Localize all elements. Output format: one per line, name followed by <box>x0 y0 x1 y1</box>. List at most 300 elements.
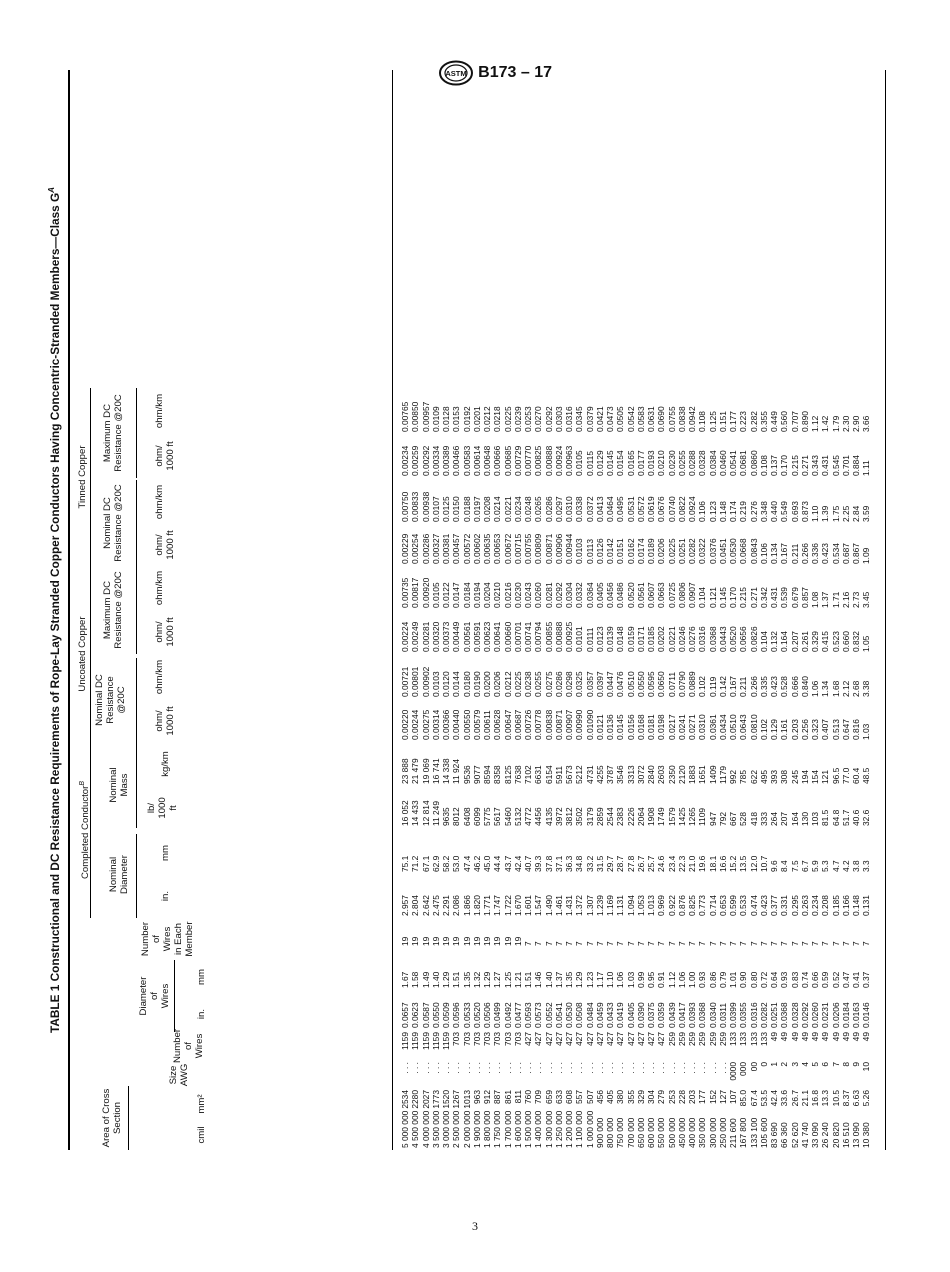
cell-awg: . . . <box>533 1062 544 1074</box>
cell-mass-lb: 5617 <box>492 807 503 826</box>
cell-u-max-km: 0.00920 <box>420 577 431 608</box>
cell-cmil: 1 750 000 <box>492 1110 503 1148</box>
cell-cmil: 5 000 000 <box>400 1110 410 1148</box>
cell-t-nom-km: 0.106 <box>697 501 708 522</box>
cell-mm2: 26.7 <box>789 1090 800 1107</box>
cell-nwires: 1159 <box>400 1032 410 1051</box>
cell-dia-mm: 1.29 <box>482 971 492 988</box>
hdr-tinned-copper: Tinned Copper <box>77 445 88 509</box>
cell-member: 19 <box>461 936 472 946</box>
cell-t-max-km: 0.0631 <box>646 406 656 432</box>
cell-t-max-km: 0.0316 <box>564 406 574 432</box>
cell-member: 19 <box>410 936 421 946</box>
cell-awg: . . . <box>687 1062 697 1074</box>
cell-t-max-ft: 0.00963 <box>564 445 574 476</box>
cell-mass-kg: 992 <box>728 770 738 784</box>
cell-t-nom-ft: 0.00755 <box>523 533 533 564</box>
cell-t-max-km: 2.30 <box>840 415 851 432</box>
cell-dia-mm: 0.66 <box>810 971 820 988</box>
cell-t-max-ft: 0.0230 <box>666 450 677 476</box>
cell-u-nom-km: 0.423 <box>769 676 779 697</box>
cell-u-nom-ft: 0.00611 <box>482 710 492 740</box>
cell-mm2: 405 <box>605 1090 615 1104</box>
cell-u-max-km: 3.45 <box>861 591 872 608</box>
cell-mm2: 177 <box>697 1090 708 1104</box>
column-uncoated-nominal-km <box>400 655 872 697</box>
cell-cmil: 500 000 <box>666 1117 677 1148</box>
cell-mass-lb: 528 <box>738 812 749 826</box>
cell-u-max-km: 2.73 <box>851 591 861 608</box>
cell-nd-mm: 67.1 <box>420 855 431 872</box>
cell-awg: 6 <box>820 1062 831 1067</box>
designation: B173 – 17 <box>478 64 552 81</box>
cell-u-nom-ft: 0.00220 <box>400 709 410 740</box>
cell-t-nom-ft: 0.00381 <box>441 533 451 564</box>
cell-member: 7 <box>830 941 841 946</box>
cell-u-nom-ft: 0.0643 <box>738 714 749 740</box>
cell-mm2: 1520 <box>441 1090 451 1109</box>
cell-nwires: 49 <box>851 1032 861 1042</box>
cell-cmil: 167 800 <box>738 1117 749 1148</box>
cell-mass-kg: 16 741 <box>430 758 441 784</box>
cell-nd-in: 0.969 <box>656 895 667 916</box>
cell-member: 7 <box>810 941 820 946</box>
cell-u-max-km: 0.0663 <box>656 582 667 608</box>
cell-t-nom-ft: 0.0322 <box>697 538 708 564</box>
cell-mass-kg: 4255 <box>594 765 605 784</box>
cell-t-nom-ft: 0.0843 <box>748 538 759 564</box>
cell-u-max-ft: 0.00281 <box>420 621 431 652</box>
cell-nwires: 427 <box>625 1032 636 1046</box>
cell-nd-mm: 62.9 <box>430 855 441 872</box>
cell-awg: . . . <box>471 1062 482 1074</box>
cell-t-max-ft: 0.0288 <box>687 450 697 476</box>
cell-t-max-ft: 0.0165 <box>625 450 636 476</box>
cell-u-max-km: 0.0486 <box>615 582 626 608</box>
cell-t-nom-ft: 0.266 <box>799 543 810 564</box>
cell-mass-kg: 9536 <box>461 765 472 784</box>
cell-t-max-km: 0.0583 <box>635 406 646 432</box>
cell-cmil: 3 500 000 <box>430 1110 441 1148</box>
cell-u-nom-ft: 0.161 <box>779 719 790 740</box>
cell-mass-kg: 9077 <box>471 765 482 784</box>
column-uncoated-max-ft <box>400 610 872 652</box>
cell-u-nom-ft: 0.323 <box>810 719 820 740</box>
cell-awg: 1 <box>769 1062 779 1067</box>
cell-u-max-km: 0.342 <box>758 587 769 608</box>
cell-u-max-ft: 0.0826 <box>748 626 759 652</box>
cell-dia-mm: 1.27 <box>492 971 503 988</box>
cell-cmil: 2 000 000 <box>461 1110 472 1148</box>
cell-t-nom-km: 0.0208 <box>482 496 492 522</box>
cell-mm2: 228 <box>676 1090 687 1104</box>
cell-t-nom-ft: 0.00286 <box>420 533 431 564</box>
cell-mass-kg: 308 <box>779 770 790 784</box>
cell-member: 7 <box>543 941 554 946</box>
cell-dia-in: 0.0292 <box>799 1002 810 1028</box>
cell-t-nom-ft: 0.00944 <box>564 533 574 564</box>
cell-mass-lb: 1265 <box>687 807 697 826</box>
cell-u-nom-ft: 0.0810 <box>748 714 759 740</box>
cell-t-max-ft: 0.701 <box>840 455 851 476</box>
cell-u-nom-ft: 0.00314 <box>430 709 441 740</box>
cell-dia-mm: 0.37 <box>861 971 872 988</box>
cell-nwires: 49 <box>840 1032 851 1042</box>
cell-cmil: 4 000 000 <box>420 1110 431 1148</box>
cell-u-max-km: 2.16 <box>840 591 851 608</box>
cell-t-max-km: 0.0505 <box>615 406 626 432</box>
cell-u-max-km: 0.00735 <box>400 577 410 608</box>
cell-t-nom-km: 0.0676 <box>656 496 667 522</box>
cell-t-nom-ft: 0.0126 <box>594 538 605 564</box>
cell-t-nom-ft: 0.134 <box>769 543 779 564</box>
cell-t-max-km: 0.0201 <box>471 406 482 432</box>
cell-t-max-ft: 0.00770 <box>523 445 533 476</box>
cell-u-max-ft: 0.0520 <box>728 626 738 652</box>
cell-awg: . . . <box>635 1062 646 1074</box>
cell-t-max-ft: 1.11 <box>861 460 872 476</box>
cell-u-max-ft: 0.0101 <box>574 626 585 652</box>
cell-dia-in: 0.0405 <box>625 1002 636 1028</box>
cell-u-nom-ft: 0.0198 <box>656 714 667 740</box>
cell-mass-kg: 96.5 <box>830 767 841 784</box>
cell-t-nom-ft: 0.0251 <box>676 538 687 564</box>
cell-member: 7 <box>564 941 574 946</box>
cell-dia-mm: 1.37 <box>553 971 564 988</box>
cell-t-nom-km: 0.693 <box>789 501 800 522</box>
cell-mass-lb: 5460 <box>502 807 513 826</box>
cell-dia-in: 0.0573 <box>533 1002 544 1028</box>
cell-u-nom-ft: 0.816 <box>851 719 861 740</box>
cell-dia-in: 0.0587 <box>420 1002 431 1028</box>
cell-nwires: 703 <box>471 1032 482 1046</box>
hdr-size-awg: Size AWG <box>168 1063 190 1087</box>
cell-mass-kg: 495 <box>758 770 769 784</box>
cell-dia-mm: 1.40 <box>543 971 554 988</box>
cell-nd-in: 1.013 <box>646 895 656 916</box>
cell-t-nom-km: 0.0214 <box>492 496 503 522</box>
cell-mass-lb: 1579 <box>666 807 677 826</box>
cell-cmil: 66 360 <box>779 1122 790 1148</box>
cell-nd-in: 1.431 <box>564 895 574 916</box>
cell-dia-in: 0.0419 <box>615 1002 626 1028</box>
cell-t-nom-ft: 0.0162 <box>625 538 636 564</box>
cell-mass-kg: 3787 <box>605 765 615 784</box>
cell-mass-kg: 245 <box>789 770 800 784</box>
cell-u-nom-km: 0.00801 <box>410 666 421 697</box>
unit-mm2: mm² <box>196 1094 207 1114</box>
cell-u-max-ft: 0.00449 <box>451 621 462 652</box>
cell-awg: . . . <box>430 1062 441 1074</box>
cell-nwires: 259 <box>676 1032 687 1046</box>
cell-u-nom-ft: 0.00838 <box>543 709 554 740</box>
cell-u-nom-km: 0.0550 <box>635 671 646 697</box>
cell-u-nom-ft: 0.00907 <box>564 709 574 740</box>
cell-member: 7 <box>769 941 779 946</box>
cell-nd-in: 1.239 <box>594 895 605 916</box>
cell-awg: . . . <box>676 1062 687 1074</box>
cell-member: 7 <box>533 941 544 946</box>
cell-t-nom-ft: 0.00871 <box>543 533 554 564</box>
hdr-number-wires: Number of Wires <box>172 1028 205 1063</box>
cell-u-max-km: 0.145 <box>717 587 728 608</box>
cell-mass-kg: 7102 <box>523 765 533 784</box>
cell-dia-in: 0.0368 <box>697 1002 708 1028</box>
cell-nwires: 259 <box>697 1032 708 1046</box>
hdr-tinned-max-res: Maximum DC Resistance @20C <box>102 394 124 472</box>
cell-t-nom-km: 0.440 <box>769 501 779 522</box>
cell-awg: . . . <box>523 1062 533 1074</box>
hdr-tinned-nominal-res: Nominal DC Resistance @20C <box>102 484 124 562</box>
cell-t-nom-km: 0.873 <box>799 501 810 522</box>
cell-u-max-km: 0.679 <box>789 587 800 608</box>
cell-t-nom-km: 0.0248 <box>523 496 533 522</box>
cell-t-max-km: 3.66 <box>861 415 872 432</box>
cell-nd-mm: 36.3 <box>564 855 574 872</box>
cell-awg: 5 <box>810 1062 820 1067</box>
cell-u-max-km: 0.857 <box>799 587 810 608</box>
cell-nwires: 427 <box>646 1032 656 1046</box>
cell-cmil: 2 500 000 <box>451 1110 462 1148</box>
cell-nwires: 427 <box>635 1032 646 1046</box>
cell-u-max-ft: 0.0246 <box>676 626 687 652</box>
unit-u-nom-ft: ohm/ 1000 ft <box>154 706 176 736</box>
cell-t-max-ft: 0.108 <box>758 455 769 476</box>
cell-nd-mm: 37.1 <box>553 855 564 872</box>
cell-mass-kg: 8358 <box>492 765 503 784</box>
cell-t-nom-km: 0.148 <box>717 501 728 522</box>
cell-u-nom-ft: 0.129 <box>769 719 779 740</box>
cell-u-max-km: 0.0147 <box>451 582 462 608</box>
cell-member: 7 <box>635 941 646 946</box>
cell-dia-mm: 1.21 <box>512 971 523 988</box>
cell-mm2: 456 <box>594 1090 605 1104</box>
cell-dia-in: 0.0316 <box>748 1002 759 1028</box>
cell-nwires: 49 <box>830 1032 841 1042</box>
cell-u-nom-km: 0.0275 <box>543 671 554 697</box>
cell-mass-kg: 3546 <box>615 765 626 784</box>
cell-member: 19 <box>502 936 513 946</box>
cell-dia-mm: 0.47 <box>840 971 851 988</box>
cell-nd-mm: 3.3 <box>861 860 872 872</box>
cell-awg: 7 <box>830 1062 841 1067</box>
cell-nd-in: 0.295 <box>789 895 800 916</box>
cell-nd-in: 0.533 <box>738 895 749 916</box>
cell-u-nom-km: 1.34 <box>820 680 831 697</box>
cell-nd-in: 1.670 <box>512 895 523 916</box>
cell-u-nom-ft: 0.01090 <box>584 709 595 740</box>
unit-dia-mm: mm <box>196 969 207 985</box>
cell-t-max-ft: 0.00334 <box>430 445 441 476</box>
cell-u-max-km: 0.0456 <box>605 582 615 608</box>
cell-mass-kg: 2120 <box>676 765 687 784</box>
cell-u-nom-km: 0.0711 <box>666 672 677 697</box>
cell-t-nom-km: 0.0221 <box>502 496 513 522</box>
cell-nd-mm: 71.2 <box>410 855 421 872</box>
cell-mass-lb: 40.6 <box>851 809 861 826</box>
cell-u-max-km: 0.0122 <box>441 582 451 608</box>
cell-dia-in: 0.0399 <box>728 1002 738 1028</box>
cell-t-max-ft: 0.884 <box>851 455 861 476</box>
cell-t-max-km: 1.79 <box>830 415 841 432</box>
cell-mm2: 10.5 <box>830 1090 841 1107</box>
cell-mass-kg: 1883 <box>687 765 697 784</box>
cell-mass-kg: 23 888 <box>400 758 410 784</box>
cell-t-nom-km: 0.00750 <box>400 491 410 522</box>
cell-nd-in: 1.820 <box>471 895 482 916</box>
cell-mass-kg: 393 <box>769 770 779 784</box>
cell-t-max-km: 0.282 <box>748 411 759 432</box>
cell-u-nom-ft: 0.0361 <box>707 714 718 740</box>
cell-t-max-km: 0.125 <box>707 411 718 432</box>
cell-cmil: 800 000 <box>605 1117 615 1148</box>
cell-awg: . . . <box>502 1062 513 1074</box>
cell-u-nom-ft: 0.00726 <box>523 709 533 740</box>
cell-t-nom-ft: 0.687 <box>840 543 851 564</box>
cell-cmil: 1 500 000 <box>523 1110 533 1148</box>
cell-dia-mm: 1.51 <box>451 971 462 988</box>
cell-mass-kg: 5212 <box>574 765 585 784</box>
cell-mm2: 16.8 <box>810 1090 820 1107</box>
cell-dia-mm: 1.58 <box>410 971 421 988</box>
cell-u-nom-ft: 0.407 <box>820 719 831 740</box>
cell-member: 19 <box>451 936 462 946</box>
cell-u-max-ft: 0.00925 <box>564 621 574 652</box>
hdr-diameter-rule <box>174 960 175 1032</box>
cell-mass-kg: 1409 <box>707 765 718 784</box>
cell-cmil: 1 300 000 <box>543 1110 554 1148</box>
cell-mm2: 329 <box>635 1090 646 1104</box>
cell-nd-in: 2.642 <box>420 895 431 916</box>
cell-mm2: 8.37 <box>840 1090 851 1107</box>
cell-nd-in: 0.377 <box>769 895 779 916</box>
cell-t-nom-ft: 0.0103 <box>574 538 585 564</box>
cell-u-max-ft: 0.00249 <box>410 621 421 652</box>
cell-nd-mm: 23.4 <box>666 855 677 872</box>
cell-dia-in: 0.0433 <box>605 1002 615 1028</box>
cell-t-nom-km: 0.0338 <box>574 496 585 522</box>
cell-mm2: 1013 <box>461 1090 472 1109</box>
cell-u-max-km: 0.0806 <box>676 582 687 608</box>
cell-u-nom-ft: 0.00871 <box>553 709 564 740</box>
cell-u-nom-km: 0.0255 <box>533 671 544 697</box>
cell-cmil: 550 000 <box>656 1117 667 1148</box>
cell-t-max-ft: 0.0129 <box>594 450 605 476</box>
cell-u-nom-ft: 0.0168 <box>635 714 646 740</box>
cell-u-max-km: 0.0194 <box>471 582 482 608</box>
cell-dia-in: 0.0484 <box>584 1002 595 1028</box>
cell-t-nom-ft: 0.106 <box>758 543 769 564</box>
cell-t-max-km: 0.707 <box>789 411 800 432</box>
cell-u-nom-km: 0.335 <box>758 676 769 697</box>
unit-dia-in: in. <box>196 1008 207 1020</box>
cell-nd-mm: 5.9 <box>810 860 820 872</box>
cell-mm2: 127 <box>717 1090 728 1104</box>
cell-mass-kg: 1651 <box>697 765 708 784</box>
cell-mass-kg: 121 <box>820 770 831 784</box>
cell-awg: . . . <box>512 1062 523 1074</box>
cell-awg: . . . <box>615 1062 626 1074</box>
cell-u-nom-ft: 0.00550 <box>461 709 472 740</box>
cell-mm2: 253 <box>666 1090 677 1104</box>
cell-t-nom-ft: 0.00327 <box>430 533 441 564</box>
cell-mm2: 557 <box>574 1090 585 1104</box>
cell-member: 7 <box>799 941 810 946</box>
cell-member: 7 <box>584 941 595 946</box>
cell-nd-mm: 6.7 <box>799 860 810 872</box>
cell-t-max-ft: 0.215 <box>789 455 800 476</box>
cell-u-max-ft: 0.00794 <box>533 621 544 652</box>
cell-u-nom-ft: 0.0181 <box>646 714 656 740</box>
cell-dia-mm: 1.29 <box>574 971 585 988</box>
cell-t-nom-km: 0.0924 <box>687 496 697 522</box>
cell-awg: . . . <box>482 1062 492 1074</box>
cell-dia-mm: 1.51 <box>523 971 533 988</box>
cell-nd-in: 2.804 <box>410 895 421 916</box>
cell-t-max-ft: 0.0105 <box>574 450 585 476</box>
cell-t-nom-ft: 0.0225 <box>666 538 677 564</box>
cell-cmil: 10 380 <box>861 1122 872 1148</box>
cell-u-max-ft: 0.0368 <box>707 626 718 652</box>
cell-dia-mm: 0.93 <box>697 971 708 988</box>
cell-awg: . . . <box>574 1062 585 1074</box>
cell-nd-in: 0.234 <box>810 895 820 916</box>
cell-t-max-ft: 0.00729 <box>512 445 523 476</box>
cell-t-nom-ft: 0.00809 <box>533 533 544 564</box>
cell-t-max-ft: 0.0177 <box>635 450 646 476</box>
cell-u-nom-km: 0.528 <box>779 676 790 697</box>
cell-dia-mm: 1.06 <box>676 971 687 988</box>
cell-mass-kg: 8125 <box>502 765 513 784</box>
cell-awg: . . . <box>605 1062 615 1074</box>
cell-mm2: 507 <box>584 1090 595 1104</box>
cell-awg: . . . <box>584 1062 595 1074</box>
cell-dia-mm: 0.83 <box>789 971 800 988</box>
cell-member: 7 <box>707 941 718 946</box>
cell-mm2: 279 <box>656 1090 667 1104</box>
cell-u-max-ft: 0.0656 <box>738 626 749 652</box>
cell-u-nom-km: 0.211 <box>738 676 749 697</box>
cell-t-nom-ft: 0.0174 <box>635 538 646 564</box>
cell-t-max-ft: 0.343 <box>810 455 820 476</box>
cell-t-nom-ft: 1.09 <box>861 547 872 564</box>
cell-u-nom-km: 0.0397 <box>594 671 605 697</box>
cell-member: 7 <box>758 941 769 946</box>
cell-u-nom-ft: 1.03 <box>861 723 872 740</box>
cell-cmil: 133 100 <box>748 1117 759 1148</box>
cell-t-max-km: 0.0838 <box>676 406 687 432</box>
cell-u-max-ft: 0.104 <box>758 631 769 652</box>
cell-dia-in: 0.0355 <box>738 1002 749 1028</box>
cell-dia-mm: 0.91 <box>656 971 667 988</box>
cell-t-nom-ft: 0.211 <box>789 543 800 564</box>
cell-t-max-km: 0.108 <box>697 411 708 432</box>
cell-member: 19 <box>492 936 503 946</box>
logo-text: ASTM <box>445 69 467 78</box>
cell-t-nom-km: 0.00938 <box>420 491 431 522</box>
cell-dia-in: 0.0530 <box>564 1002 574 1028</box>
cell-nd-mm: 40.7 <box>523 855 533 872</box>
cell-u-max-km: 0.104 <box>697 587 708 608</box>
cell-t-max-km: 0.0345 <box>574 406 585 432</box>
cell-awg: . . . <box>656 1062 667 1074</box>
cell-dia-in: 0.0368 <box>779 1002 790 1028</box>
column-mm2 <box>400 1090 872 1120</box>
cell-nd-in: 1.547 <box>533 895 544 916</box>
cell-t-nom-km: 2.25 <box>840 505 851 522</box>
cell-mass-kg: 11 924 <box>451 759 462 784</box>
cell-nd-mm: 8.4 <box>779 860 790 872</box>
